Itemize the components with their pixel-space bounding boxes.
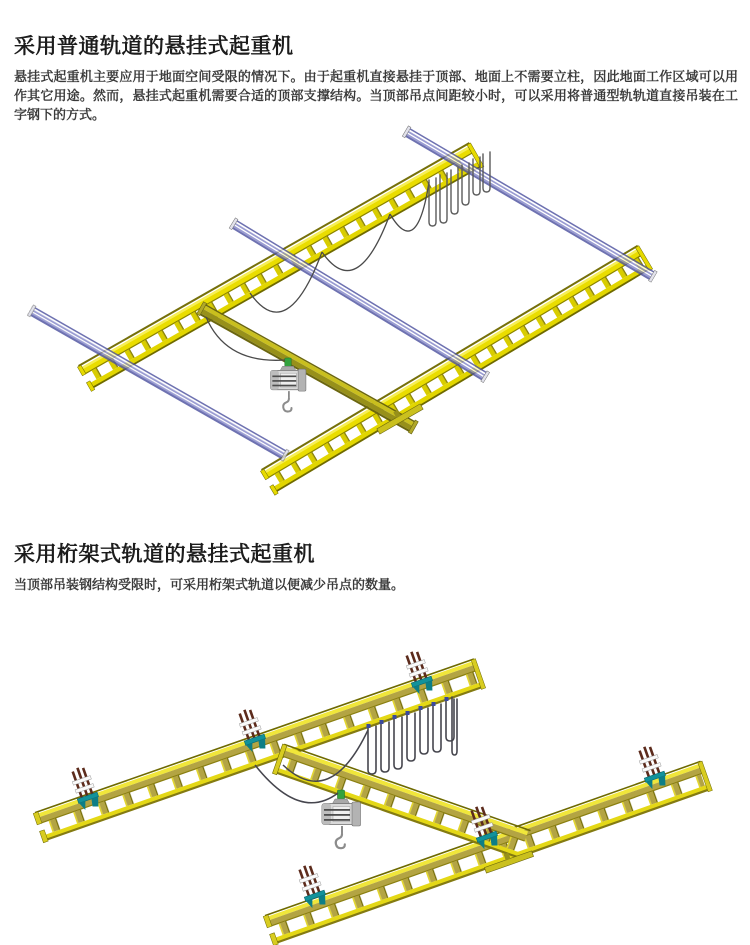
- ceiling-i-beam-2: [229, 218, 489, 383]
- suspension-bracket: [634, 743, 668, 791]
- illustration-truss-track-crane: [0, 615, 750, 945]
- section2-body: 当顶部吊装钢结构受限时，可采用桁架式轨道以便减少吊点的数量。: [14, 577, 405, 592]
- section1-heading: 采用普通轨道的悬挂式起重机: [14, 35, 294, 59]
- section1-body: 悬挂式起重机主要应用于地面空间受限的情况下。由于起重机直接悬挂于顶部、地面上不需要立柱，因此地面工作区域可以用作其它用途。然而，悬挂式起重机需要合适的顶部支撑结构。当顶部吊点间距较小时，可以采用将普通型轨轨道直接吊装在工字钢下的方式。: [14, 69, 738, 122]
- section2-heading: 采用桁架式轨道的悬挂式起重机: [14, 543, 315, 567]
- illustration-plain-track-crane: [0, 118, 750, 518]
